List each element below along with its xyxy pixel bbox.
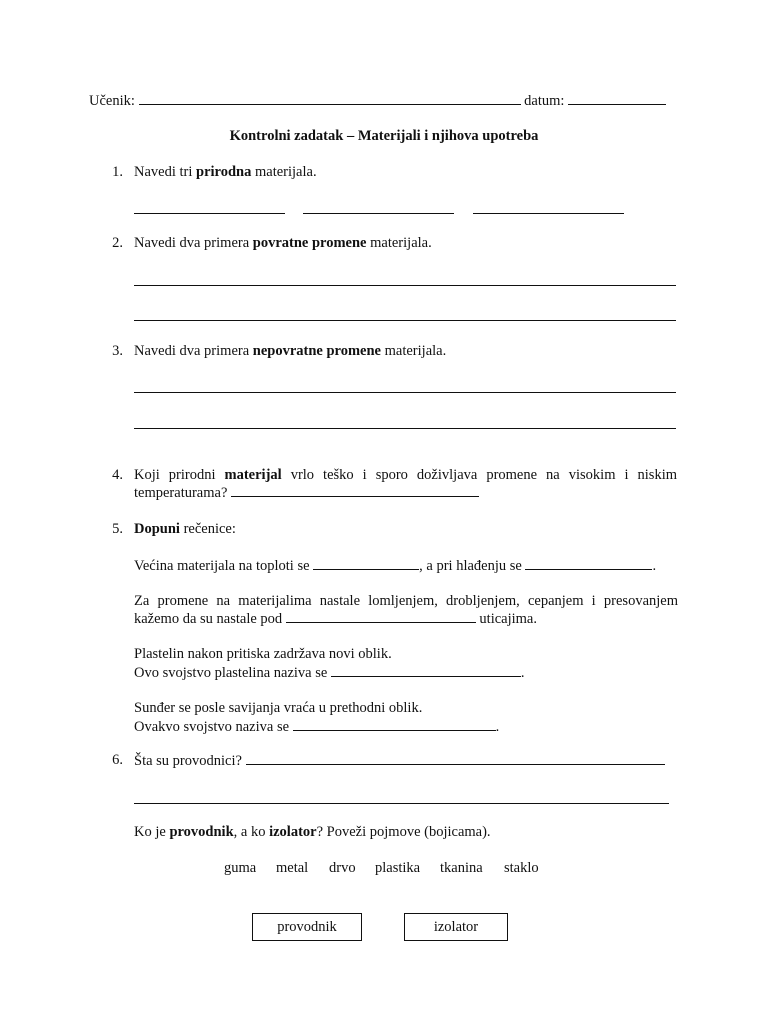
q5-text: Dopuni rečenice: <box>134 521 236 537</box>
material-word-metal[interactable]: metal <box>276 860 309 876</box>
q3-answer-line-2[interactable] <box>134 428 676 429</box>
q3-answer-line-1[interactable] <box>134 392 676 393</box>
q5-sentence-4-line-1: Sunđer se posle savijanja vraća u prethodni oblik. <box>134 700 423 716</box>
q3-bold: nepovratne promene <box>252 343 381 359</box>
q6-text: Šta su provodnici? <box>134 752 665 770</box>
student-label: Učenik: <box>89 93 135 109</box>
q5-s2-blank[interactable] <box>286 610 476 623</box>
material-word-drvo[interactable]: drvo <box>329 860 356 876</box>
date-blank[interactable] <box>568 92 666 105</box>
material-word-tkanina[interactable]: tkanina <box>440 860 483 876</box>
q2-answer-line-2[interactable] <box>134 320 676 321</box>
q4-text: Koji prirodni materijal vrlo teško i sporo doživljava promene na visokim i niskim temperaturama? <box>134 467 677 501</box>
q6-answer-line-2[interactable] <box>134 803 669 804</box>
q5-s1-blank-2[interactable] <box>525 557 652 570</box>
q5-sentence-2: Za promene na materijalima nastale lomljenjem, drobljenjem, cepanjem i presovanjem kažemo da su nastale pod uticajima. <box>134 593 678 627</box>
q6-bold-insulator: izolator <box>269 824 317 840</box>
q4-answer-blank[interactable] <box>231 484 479 497</box>
q3-text: Navedi dva primera nepovratne promene materijala. <box>134 343 447 359</box>
q5-s1-blank-1[interactable] <box>313 557 419 570</box>
q5-sentence-3-line-1: Plastelin nakon pritiska zadržava novi oblik. <box>134 646 392 662</box>
q1-bold: prirodna <box>196 164 252 180</box>
q5-bold: Dopuni <box>134 521 180 537</box>
q5-number: 5. <box>112 521 123 537</box>
q6-number: 6. <box>112 752 123 768</box>
q6-connect-instruction: Ko je provodnik, a ko izolator? Poveži pojmove (bojicama). <box>134 824 491 840</box>
material-word-plastika[interactable]: plastika <box>375 860 421 876</box>
q1-number: 1. <box>112 164 123 180</box>
student-name-row <box>89 92 666 110</box>
q2-answer-line-1[interactable] <box>134 285 676 286</box>
q5-sentence-3-line-2: Ovo svojstvo plastelina naziva se . <box>134 665 525 681</box>
material-word-guma[interactable]: guma <box>224 860 257 876</box>
q3-number: 3. <box>112 343 123 359</box>
insulator-box[interactable]: izolator <box>404 913 508 941</box>
q6-bold-conductor: provodnik <box>169 824 234 840</box>
q2-text: Navedi dva primera povratne promene materijala. <box>134 235 432 251</box>
material-word-staklo[interactable]: staklo <box>504 860 539 876</box>
q5-sentence-4-line-2: Ovakvo svojstvo naziva se . <box>134 719 500 735</box>
q1-answer-line-1[interactable] <box>134 213 285 214</box>
q1-text: Navedi tri prirodna materijala. <box>134 164 317 180</box>
q4-bold: materijal <box>224 467 282 483</box>
q5-s4-blank[interactable] <box>293 718 496 731</box>
q4-number: 4. <box>112 467 123 483</box>
q2-bold: povratne promene <box>252 235 367 251</box>
student-name-blank[interactable] <box>139 92 521 105</box>
q5-s3-blank[interactable] <box>331 664 521 677</box>
date-label: datum: <box>524 93 565 109</box>
q2-number: 2. <box>112 235 123 251</box>
q1-answer-line-3[interactable] <box>473 213 624 214</box>
page-title: Kontrolni zadatak – Materijali i njihova upotreba <box>229 128 539 144</box>
q5-sentence-1: Većina materijala na toploti se , a pri hlađenju se . <box>134 558 657 574</box>
q1-answer-line-2[interactable] <box>303 213 454 214</box>
q6-answer-blank[interactable] <box>246 752 665 765</box>
conductor-box[interactable]: provodnik <box>252 913 362 941</box>
